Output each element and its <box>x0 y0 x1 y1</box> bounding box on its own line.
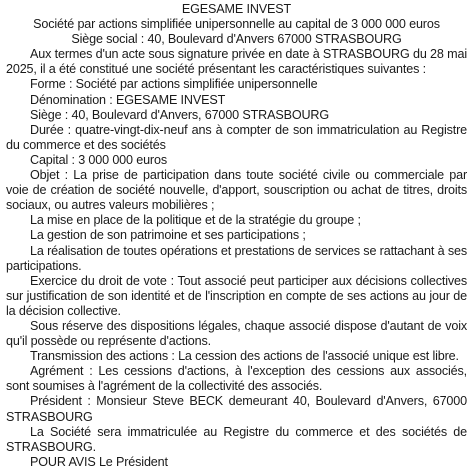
company-title: EGESAME INVEST <box>181 2 292 16</box>
vote-paragraph: Exercice du droit de vote : Tout associé peut participer aux décisions collectives sur justification de son identité et de l'inscription en compte de ses actions au jour de la décision collective. <box>6 273 467 318</box>
vote-reserve-paragraph: Sous réserve des dispositions légales, chaque associé dispose d'autant de voix qu'il possède ou représente d'actions. <box>6 318 467 349</box>
registered-office-line: Siège social : 40, Boulevard d'Anvers 67000 STRASBOURG <box>71 32 402 47</box>
denomination-line: Dénomination : EGESAME INVEST <box>30 92 226 107</box>
signature-line: POUR AVIS Le Président <box>30 454 168 469</box>
siege-line: Siège : 40, Boulevard d'Anvers, 67000 STRASBOURG <box>30 107 330 122</box>
agrement-paragraph: Agrément : Les cessions d'actions, à l'exception des cessions aux associés, sont soumises à l'agrément de la collectivité des associés. <box>6 364 467 394</box>
capital-line: Capital : 3 000 000 euros <box>30 152 167 167</box>
objet-item-2: La gestion de son patrimoine et ses participations ; <box>30 228 306 243</box>
duree-paragraph: Durée : quatre-vingt-dix-neuf ans à compter de son immatriculation au Registre du commerce et des sociétés <box>6 122 467 152</box>
transmission-line: Transmission des actions : La cession des actions de l'associé unique est libre. <box>30 349 459 364</box>
company-subtitle: Société par actions simplifiée unipersonnelle au capital de 3 000 000 euros <box>33 17 440 32</box>
president-paragraph: Président : Monsieur Steve BECK demeurant 40, Boulevard d'Anvers, 67000 STRASBOURG <box>6 394 467 424</box>
objet-item-1: La mise en place de la politique et de la stratégie du groupe ; <box>30 213 361 228</box>
immatriculation-paragraph: La Société sera immatriculée au Registre du commerce et des sociétés de STRASBOURG. <box>6 424 467 454</box>
intro-paragraph: Aux termes d'un acte sous signature privée en date à STRASBOURG du 28 mai 2025, il a été constitué une société présentant les caractéristiques suivantes : <box>6 47 467 77</box>
objet-item-3: La réalisation de toutes opérations et prestations de services se rattachant à ses participations. <box>6 243 467 273</box>
objet-paragraph: Objet : La prise de participation dans toute société civile ou commerciale par voie de création de société nouvelle, d'apport, souscription ou achat de titres, droits sociaux, ou autres valeurs mobilières ; <box>6 168 467 213</box>
forme-line: Forme : Société par actions simplifiée unipersonnelle <box>30 77 318 92</box>
